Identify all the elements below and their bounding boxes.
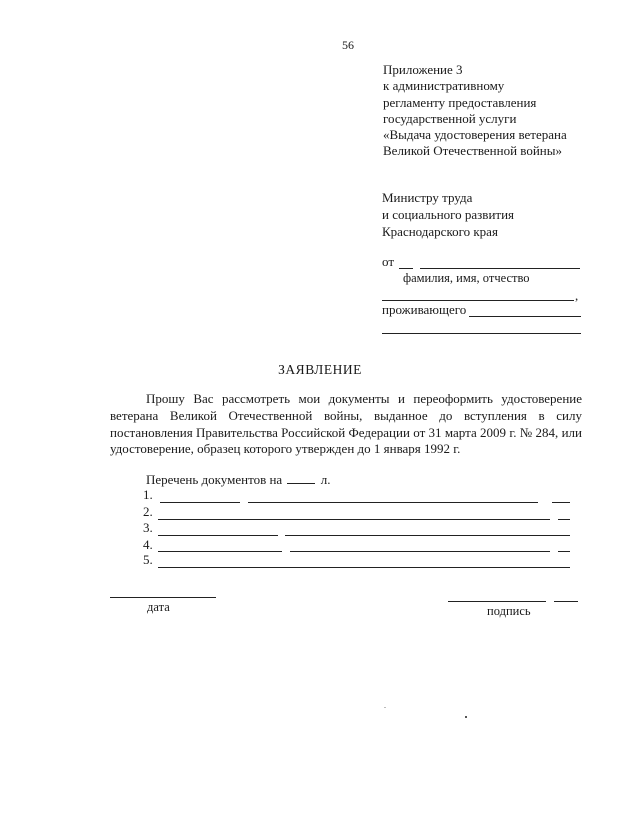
- list-item-field[interactable]: [248, 502, 538, 503]
- scan-speck: [465, 716, 467, 718]
- documents-heading-suffix: л.: [320, 472, 331, 487]
- name-continuation-field[interactable]: [382, 300, 574, 301]
- documents-heading: [146, 472, 330, 488]
- list-item-number: 5.: [143, 552, 153, 567]
- date-field[interactable]: [110, 597, 216, 598]
- page-number: 56: [342, 38, 354, 52]
- appendix-line: «Выдача удостоверения ветерана: [383, 127, 567, 143]
- list-item-number: 3.: [143, 520, 153, 535]
- residence-field[interactable]: [469, 316, 581, 317]
- list-item-field[interactable]: [158, 519, 550, 520]
- from-label: от: [382, 254, 395, 269]
- list-item-field[interactable]: [285, 535, 570, 536]
- name-caption: фамилия, имя, отчество: [403, 271, 530, 285]
- statement-body: [110, 391, 582, 458]
- list-item-number: 4.: [143, 537, 153, 552]
- comma: ,: [575, 288, 579, 303]
- addressee-line: Краснодарского края: [382, 223, 498, 239]
- list-item-field[interactable]: [158, 535, 278, 536]
- date-caption: дата: [147, 600, 170, 614]
- appendix-line: Приложение 3: [383, 62, 463, 77]
- scan-speck: [384, 707, 386, 708]
- list-item-field[interactable]: [160, 502, 240, 503]
- addressee-line: и социального развития: [382, 206, 515, 222]
- list-item-field[interactable]: [552, 502, 570, 503]
- from-name-field[interactable]: [420, 268, 580, 269]
- list-item-field[interactable]: [158, 567, 570, 568]
- residing-label: проживающего: [382, 302, 467, 317]
- signature-caption: подпись: [487, 604, 531, 618]
- appendix-line: Великой Отечественной войны»: [383, 143, 562, 159]
- appendix-line: регламенту предоставления: [383, 94, 537, 110]
- list-item-field[interactable]: [558, 551, 570, 552]
- addressee-line: Министру труда: [382, 190, 473, 205]
- appendix-header: [383, 62, 567, 160]
- appendix-line: к административному: [383, 78, 505, 94]
- list-item-field[interactable]: [558, 519, 570, 520]
- list-item-field[interactable]: [158, 551, 282, 552]
- list-item-number: 2.: [143, 504, 153, 519]
- from-field-short[interactable]: [399, 268, 413, 269]
- signature-field[interactable]: [448, 601, 546, 602]
- list-item-field[interactable]: [290, 551, 550, 552]
- list-item-number: 1.: [143, 487, 153, 502]
- documents-heading-prefix: Перечень документов на: [146, 472, 283, 487]
- signature-field-extra[interactable]: [554, 601, 578, 602]
- appendix-line: государственной услуги: [383, 110, 517, 126]
- pages-count-field[interactable]: [287, 472, 315, 484]
- addressee-block: [382, 190, 514, 240]
- document-title: ЗАЯВЛЕНИЕ: [278, 362, 362, 377]
- residence-continuation-field[interactable]: [382, 333, 581, 334]
- statement-paragraph: Прошу Вас рассмотреть мои документы и переоформить удостоверение ветерана Великой Отечественной войны, выданное до вступления в силу постановления Правительства Российской Федерации от 31 марта 2009 г. № 284, или удостоверение, образец которого утвержден до 1 января 1992 г.: [110, 391, 582, 457]
